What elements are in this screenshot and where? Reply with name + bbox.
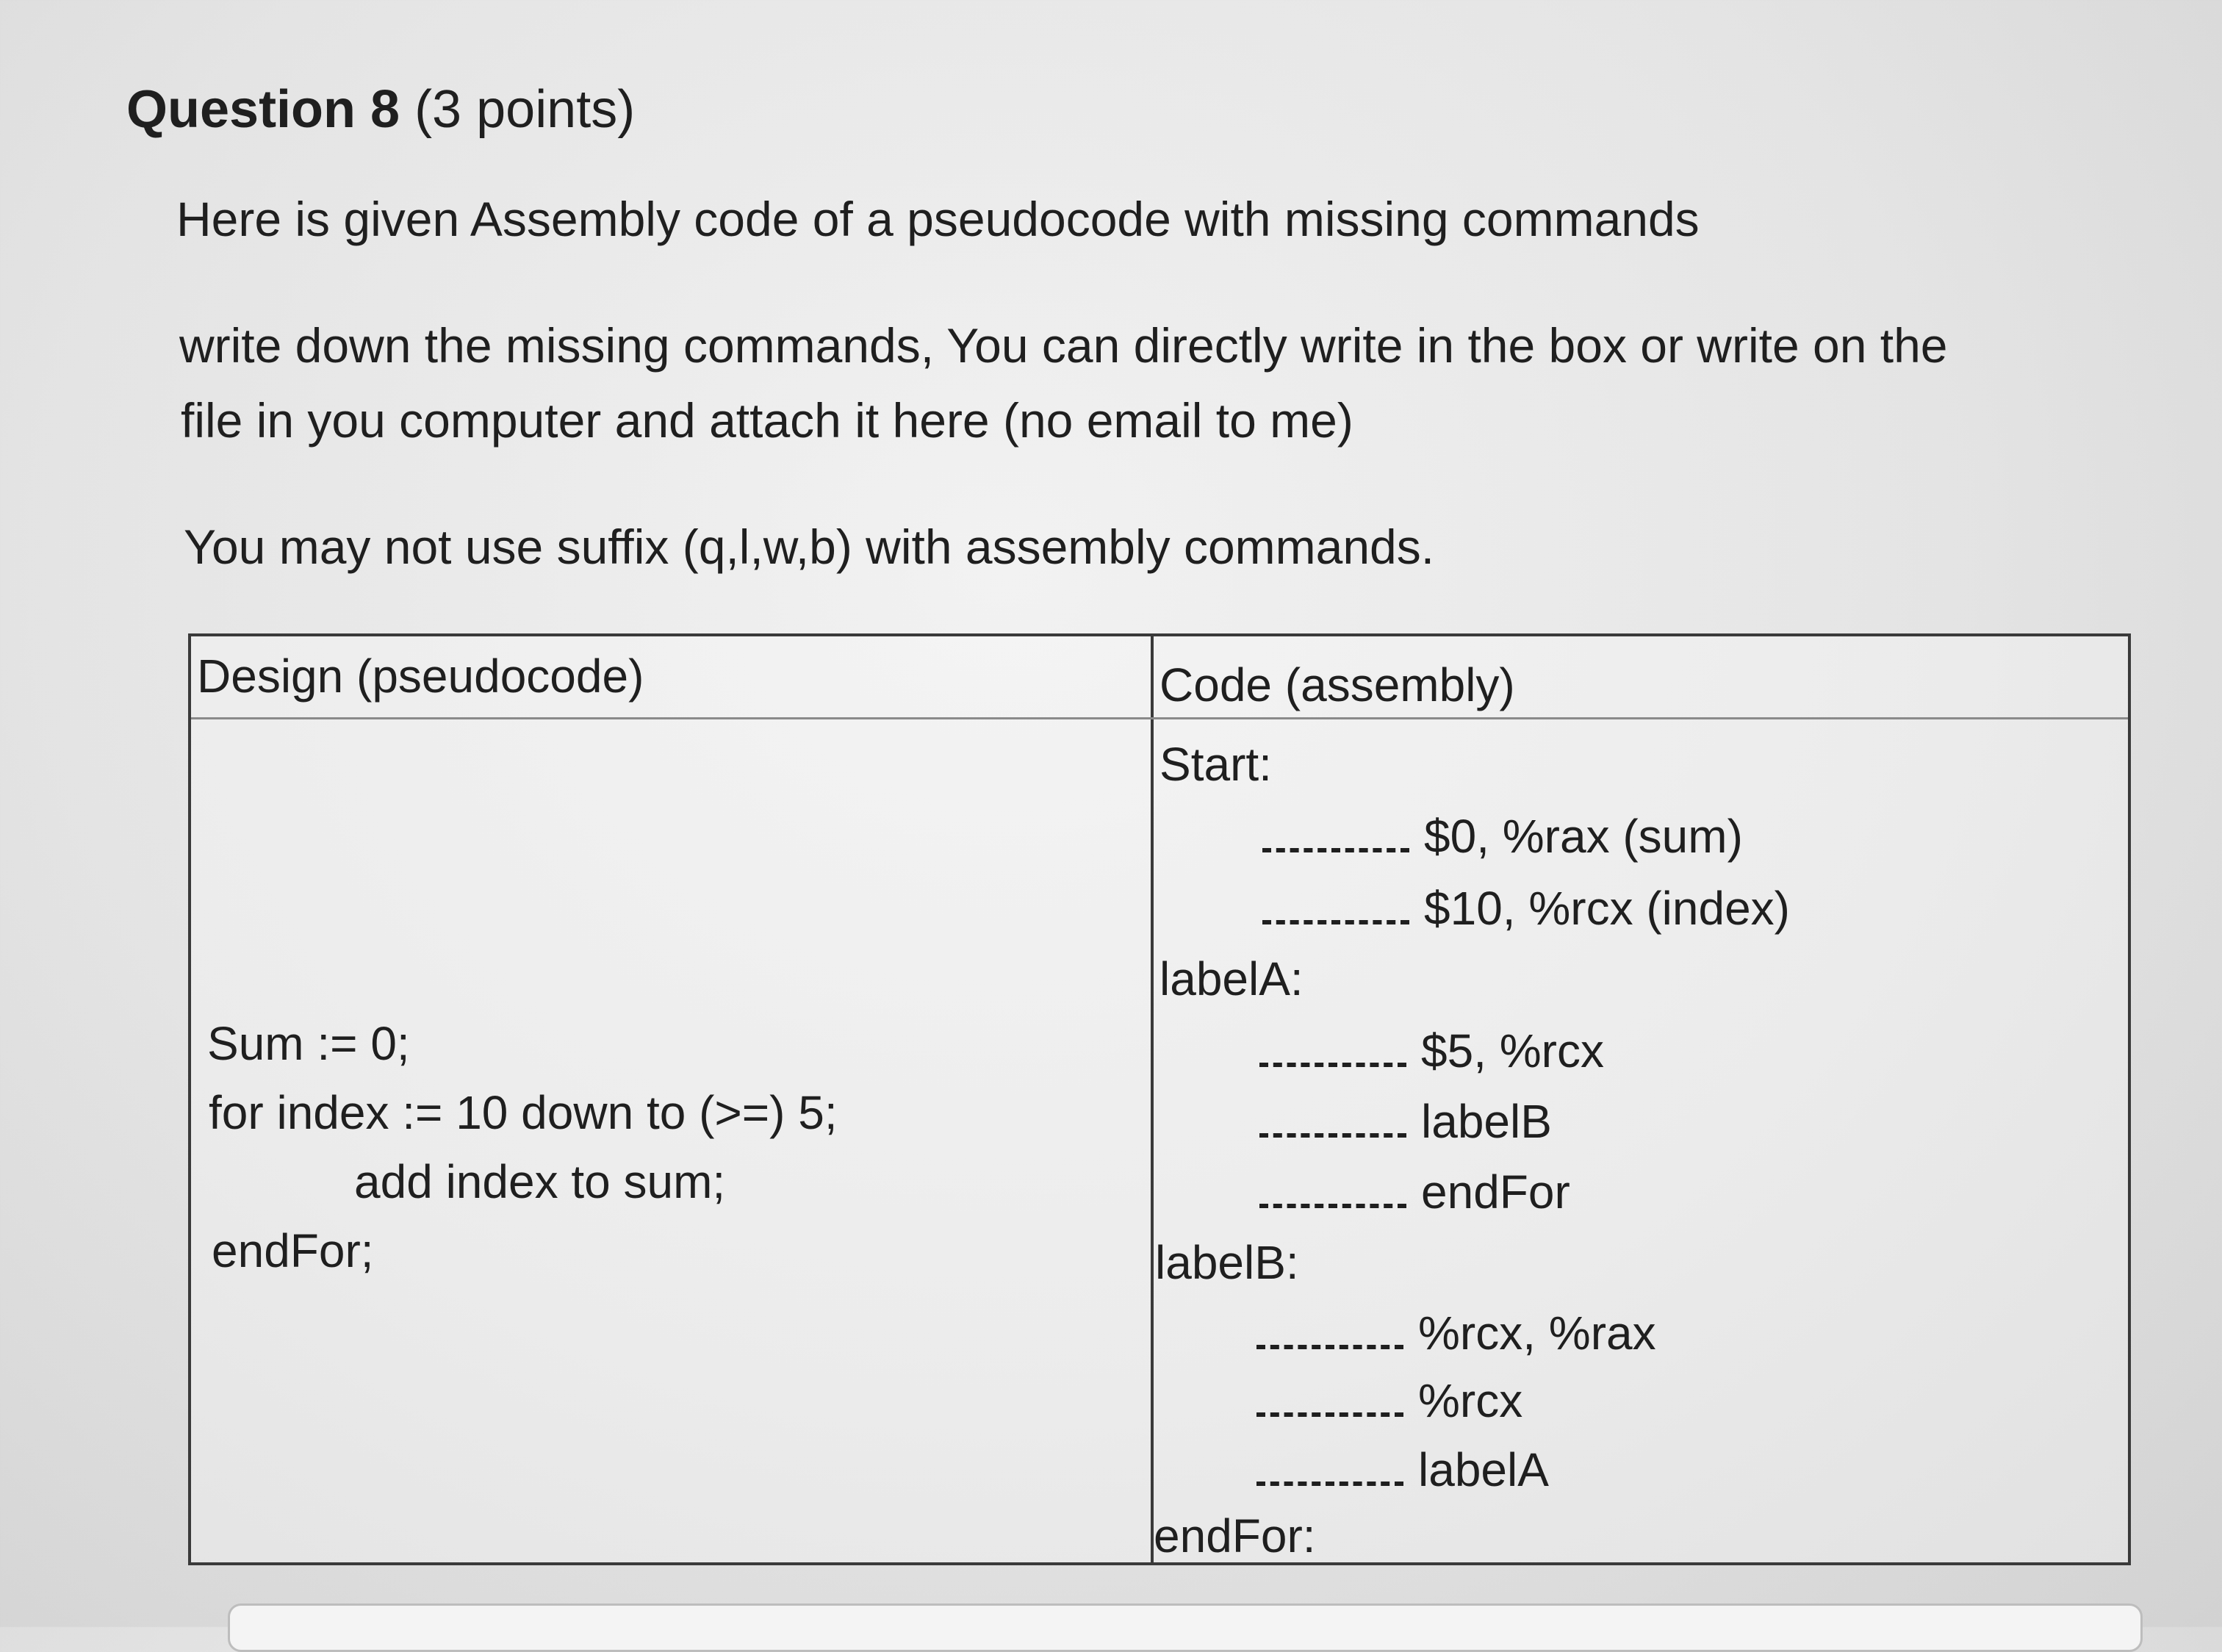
asm-operands: endFor bbox=[1421, 1166, 1570, 1218]
missing-command-blank[interactable] bbox=[1259, 1133, 1406, 1138]
asm-label-b: labelB: bbox=[1155, 1236, 1299, 1289]
answer-text-box[interactable] bbox=[228, 1603, 2143, 1652]
missing-command-blank[interactable] bbox=[1259, 1063, 1406, 1067]
instruction-line-3: file in you computer and attach it here (no email to me) bbox=[181, 393, 1353, 448]
asm-line bbox=[1259, 1163, 1570, 1221]
instruction-line-2: write down the missing commands, You can directly write in the box or write on the bbox=[179, 318, 1948, 373]
asm-line bbox=[1259, 1092, 1552, 1151]
missing-command-blank[interactable] bbox=[1256, 1412, 1403, 1417]
missing-command-blank[interactable] bbox=[1256, 1482, 1403, 1486]
header-pseudocode: Design (pseudocode) bbox=[197, 650, 644, 703]
pseudo-line-2: for index := 10 down to (>=) 5; bbox=[209, 1086, 838, 1139]
instruction-line-1: Here is given Assembly code of a pseudocode with missing commands bbox=[176, 192, 1700, 246]
asm-operands: $0, %rax (sum) bbox=[1424, 810, 1743, 863]
question-points: (3 points) bbox=[414, 80, 636, 139]
missing-command-blank[interactable] bbox=[1259, 1204, 1406, 1208]
header-divider bbox=[191, 717, 2128, 719]
missing-command-blank[interactable] bbox=[1262, 920, 1409, 924]
asm-label-start: Start: bbox=[1159, 738, 1272, 791]
asm-operands: labelA bbox=[1418, 1443, 1549, 1496]
instruction-line-4: You may not use suffix (q,l,w,b) with assembly commands. bbox=[184, 520, 1435, 574]
asm-label-end: endFor: bbox=[1154, 1509, 1316, 1562]
asm-line bbox=[1256, 1304, 1656, 1362]
question-title bbox=[126, 76, 635, 143]
missing-command-blank[interactable] bbox=[1262, 848, 1409, 852]
column-divider bbox=[1151, 636, 1154, 1562]
asm-line bbox=[1262, 807, 1743, 866]
asm-line bbox=[1256, 1371, 1522, 1430]
missing-command-blank[interactable] bbox=[1256, 1345, 1403, 1349]
asm-operands: %rcx, %rax bbox=[1418, 1307, 1656, 1360]
header-assembly: Code (assembly) bbox=[1159, 658, 1515, 711]
asm-label-a: labelA: bbox=[1159, 952, 1304, 1005]
asm-operands: $5, %rcx bbox=[1421, 1024, 1604, 1077]
asm-line bbox=[1256, 1440, 1549, 1499]
asm-line bbox=[1262, 879, 1790, 938]
asm-line bbox=[1259, 1021, 1604, 1080]
asm-operands: labelB bbox=[1421, 1095, 1552, 1148]
asm-operands: $10, %rcx (index) bbox=[1424, 882, 1790, 935]
question-number: Question 8 bbox=[126, 80, 400, 139]
asm-operands: %rcx bbox=[1418, 1374, 1523, 1427]
pseudo-line-3: add index to sum; bbox=[354, 1155, 726, 1208]
code-table bbox=[188, 633, 2131, 1565]
pseudo-line-4: endFor; bbox=[212, 1224, 374, 1277]
pseudo-line-1: Sum := 0; bbox=[207, 1017, 410, 1070]
